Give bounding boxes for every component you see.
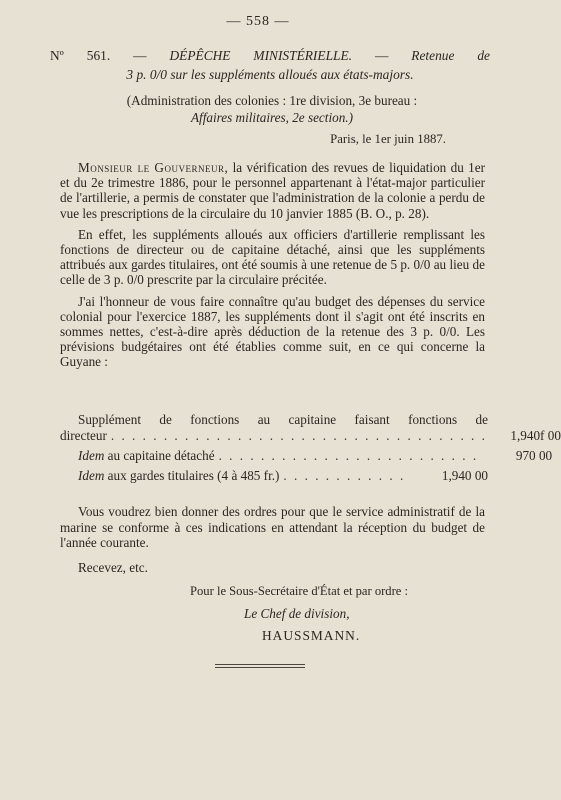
paragraph-2: En effet, les suppléments alloués aux officiers d'artillerie remplissant les fonctions de directeur ou de capitaine détaché, ainsi que les suppléments attribués aux gardes titulaires, ont été soumis à une retenue de 5 p. 0/0 au lieu de celle de 3 p. 0/0 prescrite par la circulaire précitée.	[60, 226, 485, 288]
leader-dots: . . . . . . . . . . . .	[283, 468, 406, 483]
admin-line-2: Affaires militaires, 2e section.)	[190, 110, 353, 125]
item-amount: 1,940 00	[441, 468, 488, 483]
admin-line-1: (Administration des colonies : 1re division, 3e bureau :	[126, 93, 418, 108]
signatory-role: Le Chef de division,	[244, 606, 350, 621]
dispatch-subject-a: Retenue de	[411, 48, 490, 63]
budget-item-gardes: Idem aux gardes titulaires (4 à 485 fr.) . . . . . . . . . . . . 1,940 00	[78, 468, 488, 483]
dispatch-subject-b: 3 p. 0/0 sur les suppléments alloués aux états-majors.	[126, 67, 414, 82]
salutation: Monsieur le Gouverneur,	[78, 160, 229, 175]
letter-body	[60, 160, 485, 370]
item-amount: 1,940f 00	[510, 428, 561, 443]
closing-rule-double	[215, 667, 305, 668]
leader-dots: . . . . . . . . . . . . . . . . . . . . . . . . .	[218, 448, 479, 463]
item-amount: 970 00	[515, 448, 553, 463]
budget-item-directeur: Supplément de fonctions au capitaine faisant fonctions de directeur . . . . . . . . . . . . . . . . . . . . . . . . . . . . . . . . . . . . 1,940f 00	[60, 412, 561, 443]
signoff-line: Pour le Sous-Secrétaire d'État et par ordre :	[190, 584, 409, 598]
dispatch-heading: DÉPÊCHE MINISTÉRIELLE.	[169, 48, 352, 63]
closing-rule	[215, 664, 305, 665]
dispatch-title: Nº 561. — DÉPÊCHE MINISTÉRIELLE. — Retenue de 3 p. 0/0 sur les suppléments alloués aux états-majors.	[50, 48, 490, 82]
budget-item-capitaine: Idem au capitaine détaché . . . . . . . . . . . . . . . . . . . . . . . . . 970 00	[78, 448, 553, 463]
administration-note	[62, 92, 482, 126]
complimentary-close: Recevez, etc.	[78, 560, 148, 575]
leader-dots: . . . . . . . . . . . . . . . . . . . . . . . . . . . . . . . . . . . .	[110, 428, 487, 443]
dateline: Paris, le 1er juin 1887.	[330, 132, 446, 146]
dispatch-number: Nº 561.	[50, 48, 111, 63]
closing-paragraph: Vous voudrez bien donner des ordres pour que le service administratif de la marine se conforme à ces indications en attendant la réception du budget de l'année courante.	[60, 504, 485, 551]
page-number: — 558 —	[226, 14, 290, 29]
paragraph-1: Monsieur le Gouverneur, la vérification des revues de liquidation du 1er et du 2e trimestre 1886, pour le personnel appartenant à l'état-major particulier de l'artillerie, a permis de constater que l'administration de la colonie a perdu de vue les prescriptions de la circulaire du 10 janvier 1885 (B. O., p. 28).	[60, 160, 485, 221]
paragraph-3: J'ai l'honneur de vous faire connaître qu'au budget des dépenses du service colonial pour l'exercice 1887, les suppléments dont il s'agit ont été inscrits en sommes nettes, c'est-à-dire après déduction de la retenue des 3 p. 0/0. Les prévisions budgétaires ont été établies comme suit, en ce qui concerne la Guyane :	[60, 293, 485, 370]
budget-items	[60, 412, 561, 488]
signatory-name: HAUSSMANN.	[262, 628, 361, 643]
